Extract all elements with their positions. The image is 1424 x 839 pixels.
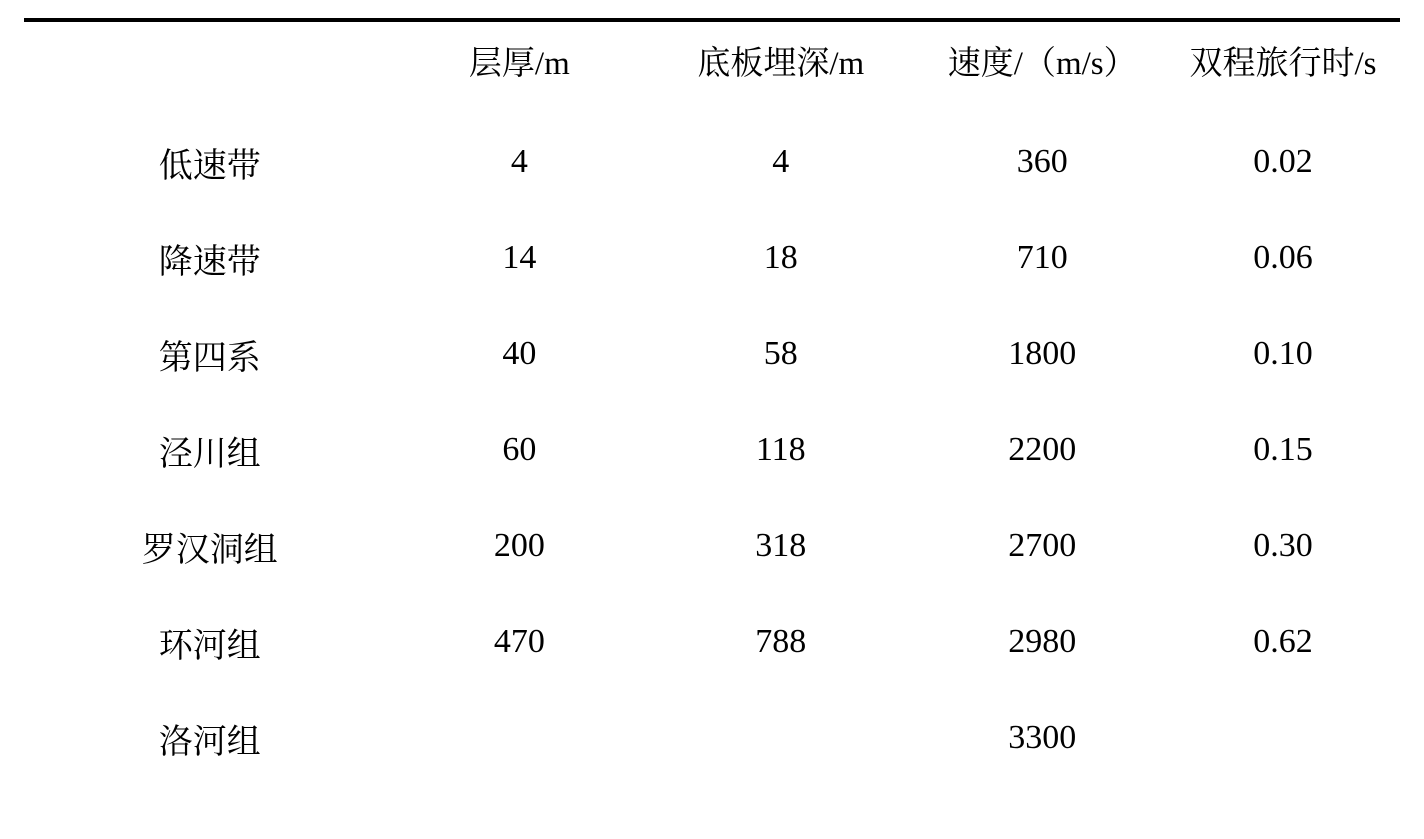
cell-velocity: 2700 bbox=[1008, 527, 1077, 564]
document-page bbox=[0, 18, 1424, 839]
cell-layer-name: 洛河组 bbox=[158, 723, 261, 761]
cell-layer-name: 罗汉洞组 bbox=[141, 531, 278, 569]
cell-twoway-time: 0.10 bbox=[1253, 335, 1313, 372]
cell-depth: 18 bbox=[763, 239, 798, 276]
table-header-row bbox=[24, 20, 1400, 106]
column-header-layer-name bbox=[24, 20, 396, 106]
cell-layer-name: 环河组 bbox=[158, 627, 261, 665]
cell-twoway-time bbox=[1166, 690, 1400, 786]
cell-depth: 318 bbox=[755, 527, 807, 564]
table-row bbox=[24, 106, 1400, 210]
table-row bbox=[24, 690, 1400, 786]
cell-twoway-time: 0.30 bbox=[1253, 527, 1313, 564]
cell-depth: 58 bbox=[763, 335, 798, 372]
cell-velocity: 3300 bbox=[1008, 719, 1077, 756]
table-row bbox=[24, 402, 1400, 498]
cell-twoway-time: 0.06 bbox=[1253, 239, 1313, 276]
cell-thickness: 4 bbox=[510, 143, 528, 180]
cell-twoway-time: 0.15 bbox=[1253, 431, 1313, 468]
table-row bbox=[24, 594, 1400, 690]
cell-velocity: 2200 bbox=[1008, 431, 1077, 468]
velocity-model-table bbox=[24, 18, 1400, 786]
cell-thickness: 470 bbox=[493, 623, 545, 660]
cell-thickness: 200 bbox=[493, 527, 545, 564]
cell-thickness: 60 bbox=[502, 431, 537, 468]
cell-velocity: 2980 bbox=[1008, 623, 1077, 660]
cell-twoway-time: 0.02 bbox=[1253, 143, 1313, 180]
table-row bbox=[24, 210, 1400, 306]
column-header-thickness: 层厚/m bbox=[396, 20, 644, 106]
cell-thickness bbox=[396, 690, 644, 786]
cell-depth: 4 bbox=[772, 143, 790, 180]
cell-twoway-time: 0.62 bbox=[1253, 623, 1313, 660]
column-header-twoway-time: 双程旅行时/s bbox=[1166, 20, 1400, 106]
cell-layer-name: 第四系 bbox=[158, 339, 261, 377]
cell-velocity: 360 bbox=[1016, 143, 1068, 180]
cell-layer-name: 低速带 bbox=[158, 147, 261, 185]
cell-velocity: 1800 bbox=[1008, 335, 1077, 372]
cell-depth: 118 bbox=[755, 431, 806, 468]
column-header-velocity: 速度/（m/s） bbox=[918, 20, 1166, 106]
cell-depth bbox=[643, 690, 918, 786]
cell-layer-name: 降速带 bbox=[158, 243, 261, 281]
cell-thickness: 14 bbox=[502, 239, 537, 276]
cell-layer-name: 泾川组 bbox=[158, 435, 261, 473]
table-row bbox=[24, 498, 1400, 594]
cell-depth: 788 bbox=[755, 623, 807, 660]
table-row bbox=[24, 306, 1400, 402]
column-header-depth: 底板埋深/m bbox=[643, 20, 918, 106]
cell-velocity: 710 bbox=[1016, 239, 1068, 276]
cell-thickness: 40 bbox=[502, 335, 537, 372]
